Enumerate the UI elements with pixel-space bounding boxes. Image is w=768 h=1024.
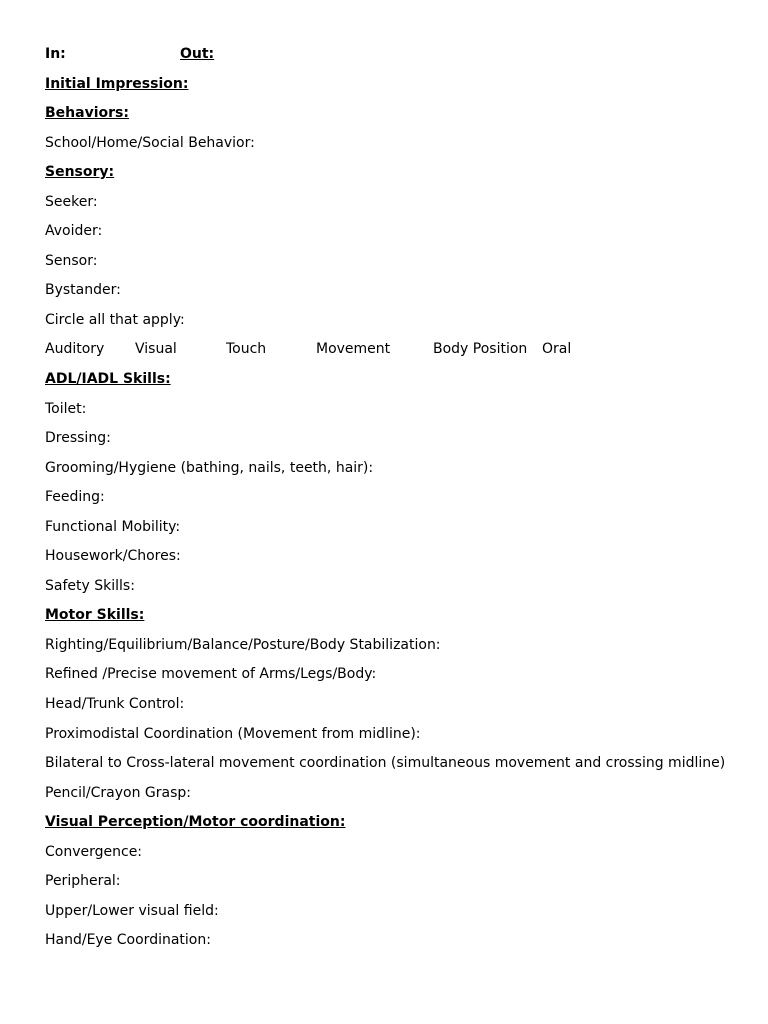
avoider-label: Avoider: (45, 223, 103, 240)
housework-label: Housework/Chores: (45, 548, 181, 565)
dressing-label: Dressing: (45, 430, 111, 447)
refined-movement-label: Refined /Precise movement of Arms/Legs/Body: (45, 666, 377, 683)
sense-options-row (45, 339, 768, 369)
circle-prompt: Circle all that apply: (45, 311, 185, 328)
toilet-label: Toilet: (45, 400, 87, 417)
safety-skills-label: Safety Skills: (45, 577, 135, 594)
motor-skills-heading: Motor Skills: (45, 607, 145, 624)
functional-mobility-label: Functional Mobility: (45, 518, 181, 535)
head-trunk-label: Head/Trunk Control: (45, 696, 185, 713)
sensor-label: Sensor: (45, 252, 98, 269)
in-out-row (45, 44, 768, 74)
seeker-label: Seeker: (45, 193, 98, 210)
convergence-label: Convergence: (45, 843, 143, 860)
sense-option-touch: Touch (226, 341, 267, 358)
peripheral-label: Peripheral: (45, 873, 121, 890)
proximodistal-label: Proximodistal Coordination (Movement from midline): (45, 725, 421, 742)
bystander-label: Bystander: (45, 282, 121, 299)
visual-perception-heading: Visual Perception/Motor coordination: (45, 814, 346, 831)
grasp-label: Pencil/Crayon Grasp: (45, 784, 191, 801)
behavior-field-label: School/Home/Social Behavior: (45, 134, 255, 151)
righting-label: Righting/Equilibrium/Balance/Posture/Body Stabilization: (45, 636, 441, 653)
behaviors-heading: Behaviors: (45, 105, 129, 122)
sense-option-oral: Oral (542, 341, 572, 358)
sense-option-body-position: Body Position (433, 341, 528, 358)
out-label: Out: (180, 46, 215, 62)
sensory-heading: Sensory: (45, 164, 115, 181)
visual-field-label: Upper/Lower visual field: (45, 902, 219, 919)
feeding-label: Feeding: (45, 489, 105, 506)
adl-heading: ADL/IADL Skills: (45, 371, 171, 388)
sense-option-visual: Visual (135, 341, 177, 358)
hand-eye-label: Hand/Eye Coordination: (45, 932, 211, 949)
sense-option-movement: Movement (316, 341, 391, 358)
in-label: In: (45, 46, 66, 62)
initial-impression-heading: Initial Impression: (45, 75, 189, 92)
grooming-label: Grooming/Hygiene (bathing, nails, teeth, hair): (45, 459, 374, 476)
bilateral-label: Bilateral to Cross-lateral movement coordination (simultaneous movement and crossing midline) (45, 755, 726, 772)
sense-option-auditory: Auditory (45, 341, 105, 358)
